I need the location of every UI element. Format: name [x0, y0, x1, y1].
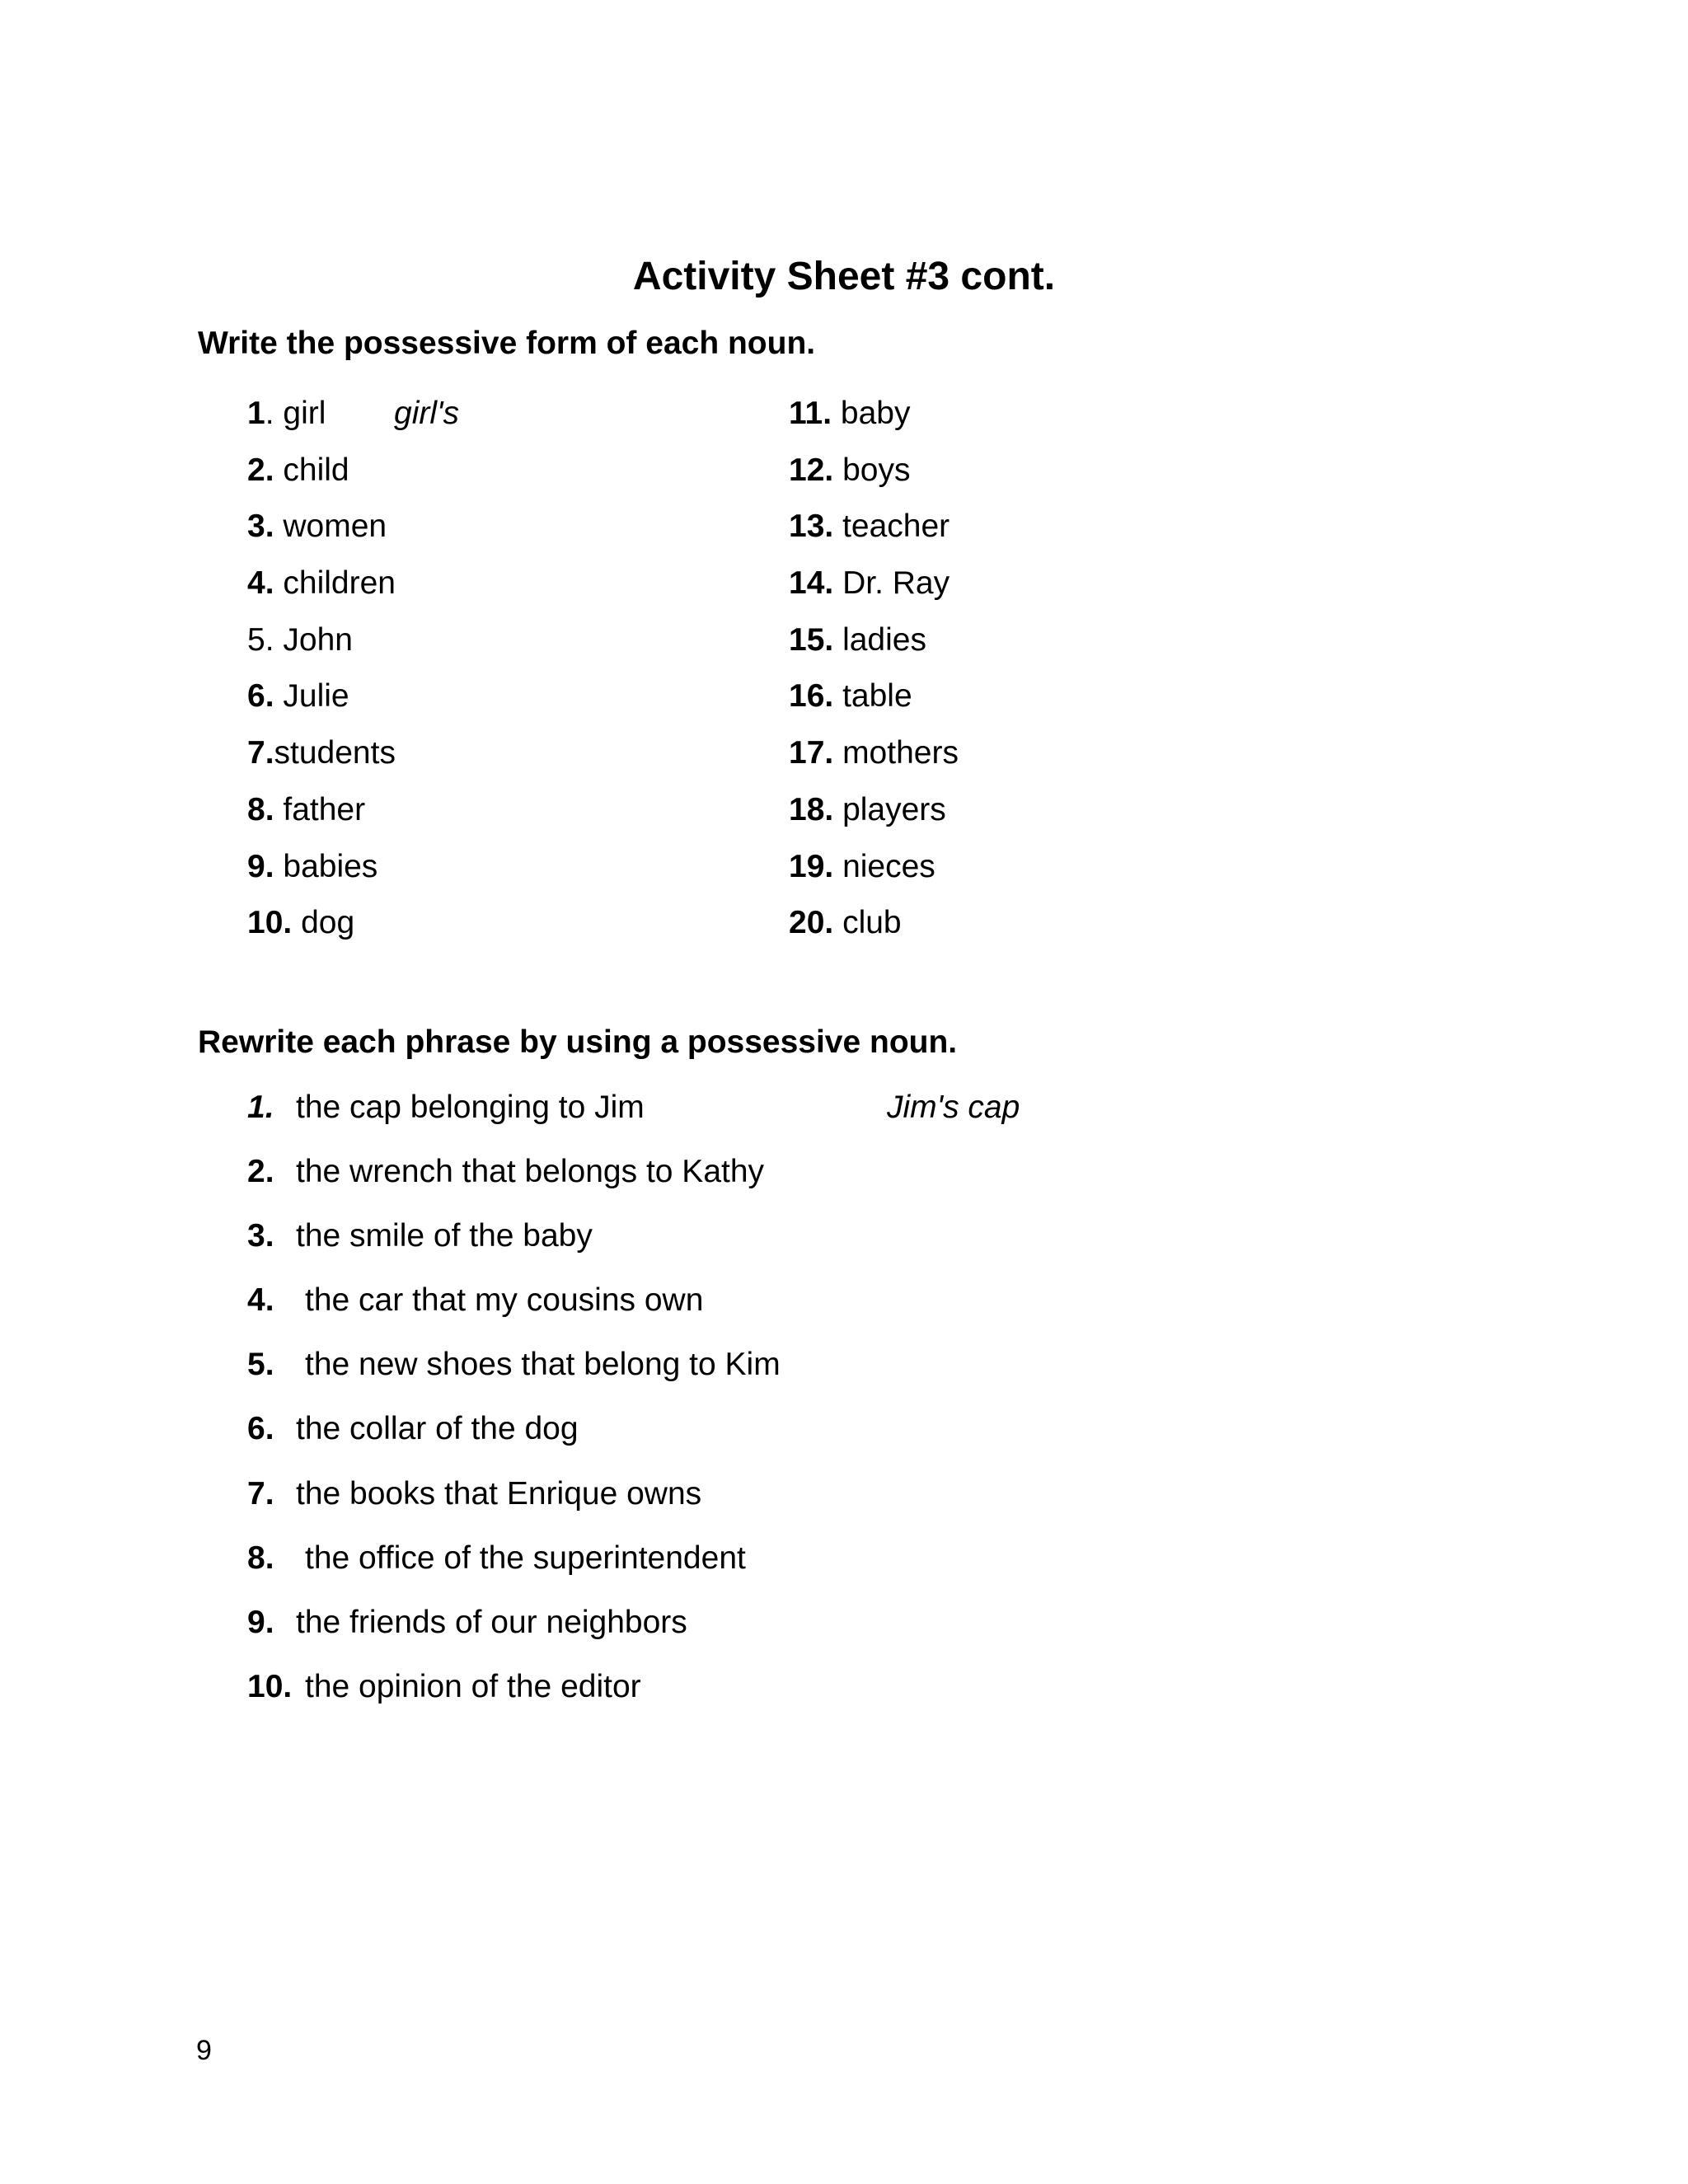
- phrase-list: [247, 1085, 1236, 1728]
- item-number: 15.: [789, 621, 834, 658]
- item-number: 10.: [247, 1668, 293, 1704]
- list-item: [789, 673, 1316, 730]
- item-number: 13.: [789, 509, 834, 545]
- phrase-text: the friends of our neighbors: [296, 1604, 687, 1640]
- list-item: [247, 1149, 1236, 1213]
- item-separator: [274, 509, 284, 544]
- list-item: [247, 1342, 1236, 1406]
- item-word: Dr. Ray: [842, 565, 950, 602]
- item-number: 10.: [247, 905, 293, 941]
- list-item: [247, 560, 775, 617]
- item-word: babies: [283, 848, 378, 884]
- phrase-text: the opinion of the editor: [305, 1668, 641, 1704]
- item-word: nieces: [842, 848, 935, 884]
- list-item: [247, 730, 775, 787]
- item-word: child: [283, 452, 349, 488]
- list-item: [247, 844, 775, 901]
- sample-answer: Jim's cap: [887, 1090, 1020, 1125]
- list-item: [247, 1535, 1236, 1600]
- list-item: [247, 1600, 1236, 1664]
- item-separator: [833, 849, 842, 884]
- item-number: 20.: [789, 905, 834, 941]
- item-number: 4.: [247, 565, 274, 602]
- item-word: club: [842, 905, 902, 941]
- list-item: [247, 787, 775, 844]
- phrase-text: the wrench that belongs to Kathy: [296, 1154, 765, 1190]
- item-number: 16.: [789, 678, 834, 715]
- item-word: players: [842, 791, 946, 827]
- item-number: 2.: [247, 452, 274, 488]
- list-item: [247, 673, 775, 730]
- item-number: 9.: [247, 1604, 274, 1640]
- item-separator: [833, 509, 842, 544]
- list-item: [247, 900, 775, 957]
- item-word: mothers: [842, 735, 959, 771]
- item-word: women: [283, 509, 387, 545]
- item-separator: [833, 452, 842, 488]
- item-separator: [274, 452, 284, 488]
- item-separator: [292, 905, 301, 940]
- item-separator: [833, 622, 842, 658]
- item-separator: [833, 792, 842, 827]
- item-number: 1.: [247, 1090, 274, 1125]
- page-title: Activity Sheet #3 cont.: [632, 255, 1056, 298]
- section-heading-rewrite-phrase: Rewrite each phrase by using a possessive noun.: [198, 1024, 958, 1060]
- item-number: 14.: [789, 565, 834, 602]
- list-item: [247, 617, 775, 674]
- section-heading-possessive-form: Write the possessive form of each noun.: [198, 326, 816, 361]
- item-number: 1: [247, 396, 265, 431]
- noun-list-right: [789, 391, 1316, 957]
- item-number: 7.: [247, 735, 274, 771]
- item-word: father: [283, 791, 366, 827]
- item-word: table: [842, 678, 912, 715]
- list-item: [247, 1085, 1236, 1149]
- list-item: [789, 844, 1316, 901]
- list-item: [789, 900, 1316, 957]
- item-number: 4.: [247, 1282, 274, 1319]
- item-word: children: [283, 565, 396, 602]
- item-word: baby: [840, 396, 911, 431]
- list-item: [247, 1213, 1236, 1277]
- item-word: boys: [842, 452, 911, 488]
- list-item: [789, 391, 1316, 448]
- item-number: 11.: [789, 396, 832, 431]
- phrase-text: the office of the superintendent: [305, 1540, 746, 1576]
- item-number: 2.: [247, 1154, 274, 1190]
- item-number: 3.: [247, 509, 274, 545]
- page-number: 9: [196, 2035, 212, 2066]
- item-separator: [274, 565, 284, 601]
- item-separator: [833, 678, 842, 714]
- item-separator: .: [265, 396, 284, 431]
- item-word: students: [274, 735, 396, 771]
- list-item: [247, 1664, 1236, 1728]
- list-item: [789, 504, 1316, 560]
- sample-answer: girl's: [394, 396, 459, 431]
- item-word: Julie: [283, 678, 349, 715]
- item-number: 8.: [247, 791, 274, 827]
- item-number: 19.: [789, 848, 834, 884]
- list-item: [789, 730, 1316, 787]
- item-number: 8.: [247, 1540, 274, 1576]
- item-number: 9.: [247, 848, 274, 884]
- list-item: [247, 1406, 1236, 1470]
- list-item: [247, 504, 775, 560]
- list-item: [247, 1471, 1236, 1535]
- list-item: [789, 617, 1316, 674]
- list-item: [247, 391, 775, 448]
- phrase-text: the books that Enrique owns: [296, 1475, 702, 1511]
- item-separator: [833, 735, 842, 771]
- item-separator: [274, 849, 284, 884]
- list-item: [247, 448, 775, 504]
- list-item: [789, 787, 1316, 844]
- item-number: 6.: [247, 678, 274, 715]
- item-separator: [833, 565, 842, 601]
- item-separator: [274, 622, 284, 658]
- item-word: girl: [283, 396, 326, 431]
- item-number: 5.: [247, 621, 274, 658]
- item-number: 12.: [789, 452, 834, 488]
- list-item: [789, 448, 1316, 504]
- phrase-text: the cap belonging to Jim: [296, 1090, 645, 1125]
- item-separator: [274, 792, 284, 827]
- phrase-text: the new shoes that belong to Kim: [305, 1347, 781, 1383]
- item-number: 3.: [247, 1218, 274, 1254]
- item-number: 6.: [247, 1411, 274, 1447]
- item-word: teacher: [842, 509, 950, 545]
- list-item: [789, 560, 1316, 617]
- noun-list-left: [247, 391, 775, 957]
- item-number: 18.: [789, 791, 834, 827]
- list-item: [247, 1277, 1236, 1342]
- item-number: 17.: [789, 735, 834, 771]
- item-word: ladies: [842, 621, 926, 658]
- phrase-text: the car that my cousins own: [305, 1282, 704, 1319]
- item-separator: [832, 396, 841, 431]
- phrase-text: the smile of the baby: [296, 1218, 593, 1254]
- item-separator: [274, 678, 284, 714]
- item-separator: [833, 905, 842, 940]
- item-number: 7.: [247, 1475, 274, 1511]
- item-word: dog: [301, 905, 355, 941]
- phrase-text: the collar of the dog: [296, 1411, 579, 1447]
- item-word: John: [283, 621, 353, 658]
- item-number: 5.: [247, 1347, 274, 1383]
